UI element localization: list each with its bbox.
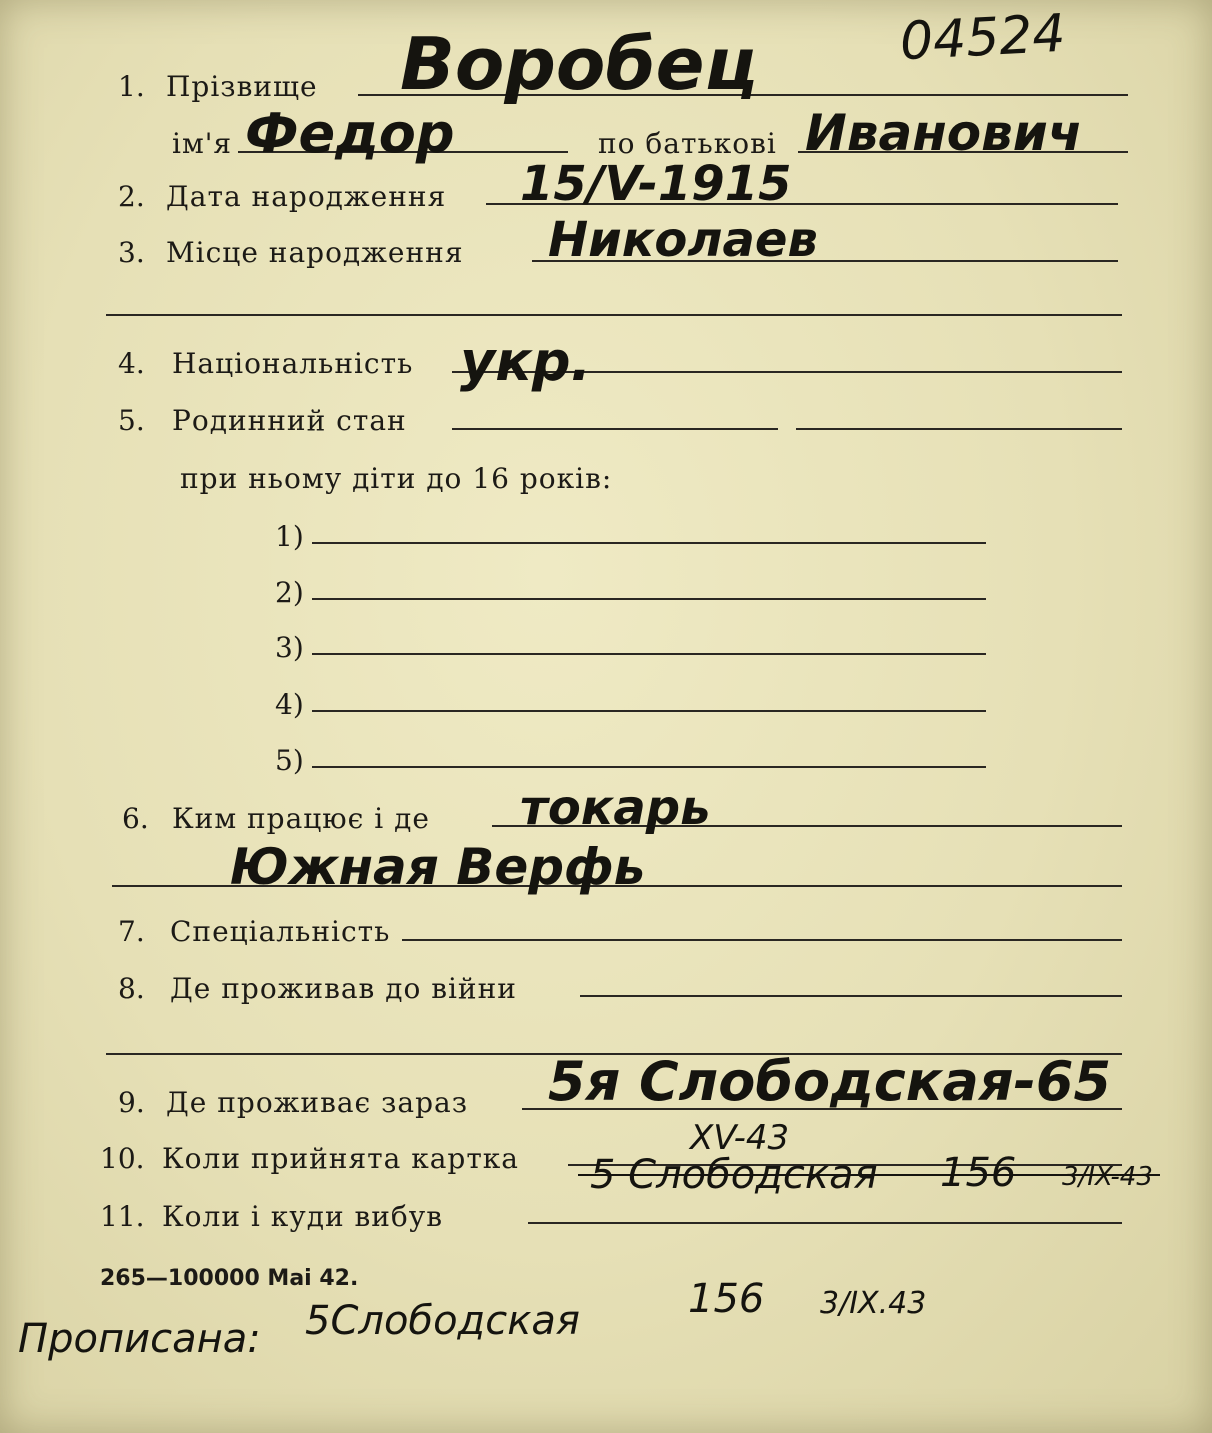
- field-number: 4.: [118, 347, 145, 380]
- card-number: 04524: [898, 3, 1067, 73]
- card-accepted-strikethrough: [578, 1174, 1160, 1176]
- card-accepted-number: 156: [940, 1150, 1017, 1196]
- birth-date-label: Дата народження: [166, 180, 447, 213]
- birth-place-label: Місце народження: [166, 236, 464, 269]
- field-number: 11.: [100, 1200, 145, 1233]
- family-status-line-2: [796, 428, 1122, 430]
- residence-now-label: Де проживає зараз: [166, 1086, 468, 1119]
- surname-value: Воробец: [400, 22, 758, 106]
- family-status-label: Родинний стан: [172, 404, 407, 437]
- child-line: [312, 542, 986, 544]
- work-value: токарь: [520, 780, 711, 836]
- card-accepted-street: 5 Слободская: [590, 1152, 878, 1198]
- left-label: Коли і куди вибув: [162, 1200, 444, 1233]
- work-label: Ким працює і де: [172, 802, 430, 835]
- footer-note-street: 5Слободская: [305, 1298, 580, 1344]
- child-number: 2): [275, 576, 304, 609]
- birth-place-value: Николаев: [548, 212, 818, 268]
- family-status-line: [452, 428, 778, 430]
- specialty-label: Спеціальність: [170, 915, 391, 948]
- footer-note-number: 156: [688, 1276, 765, 1322]
- child-number: 4): [275, 688, 304, 721]
- nationality-label: Національність: [172, 347, 414, 380]
- work-place-value: Южная Верфь: [230, 838, 646, 896]
- children-label: при ньому діти до 16 років:: [180, 462, 613, 495]
- field-number: 5.: [118, 404, 145, 437]
- first-name-label: ім'я: [172, 127, 233, 160]
- birth-date-value: 15/V-1915: [520, 156, 792, 212]
- child-line: [312, 653, 986, 655]
- field-number: 2.: [118, 180, 145, 213]
- child-number: 1): [275, 520, 304, 553]
- child-number: 5): [275, 744, 304, 777]
- field-number: 8.: [118, 972, 145, 1005]
- field-number: 7.: [118, 915, 145, 948]
- nationality-value: укр.: [460, 330, 592, 393]
- card-accepted-date: 3/IX-43: [1062, 1162, 1153, 1192]
- card-accepted-label: Коли прийнята картка: [162, 1142, 519, 1175]
- patronymic-label: по батькові: [598, 127, 777, 160]
- residence-before-war-label: Де проживав до війни: [170, 972, 517, 1005]
- card-accepted-value: XV-43: [690, 1118, 790, 1158]
- birth-place-line-2: [106, 314, 1122, 316]
- child-line: [312, 598, 986, 600]
- surname-label: Прізвище: [166, 70, 318, 103]
- specialty-line: [402, 939, 1122, 941]
- patronymic-value: Иванович: [805, 104, 1083, 162]
- left-line: [528, 1222, 1122, 1224]
- field-number: 3.: [118, 236, 145, 269]
- child-line: [312, 710, 986, 712]
- residence-before-war-line: [580, 995, 1122, 997]
- residence-now-value: 5я Слободская-65: [548, 1050, 1112, 1113]
- first-name-value: Федор: [245, 102, 455, 165]
- print-mark: 265—100000 Mai 42.: [100, 1266, 359, 1291]
- footer-note-date: 3/IX.43: [820, 1286, 927, 1321]
- child-line: [312, 766, 986, 768]
- field-number: 10.: [100, 1142, 145, 1175]
- footer-note-label: Прописана:: [18, 1316, 261, 1362]
- field-number: 1.: [118, 70, 145, 103]
- field-number: 6.: [122, 802, 149, 835]
- field-number: 9.: [118, 1086, 145, 1119]
- child-number: 3): [275, 631, 304, 664]
